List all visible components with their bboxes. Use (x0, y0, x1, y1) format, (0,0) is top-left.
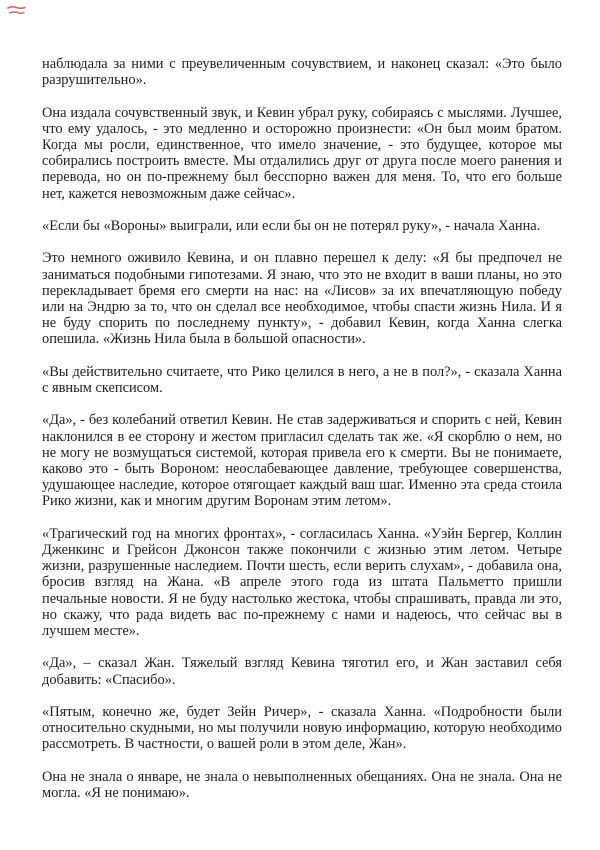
paragraph: Она не знала о январе, не знала о невыполненных обещаниях. Она не знала. Она не могла. «Я не понимаю». (42, 768, 562, 801)
paragraph: «Трагический год на многих фронтах», - согласилась Ханна. «Уэйн Бергер, Коллин Дженкинс и Грейсон Джонсон также покончили с жизнью этим летом. Четыре жизни, разрушенные наследием. Почти шесть, если верить слухам», - добавила она, бросив взгляд на Жана. «В апреле этого года из штата Пальметто пришли печальные новости. Я не буду настолько жестока, чтобы спрашивать, правда ли это, но скажу, что рада видеть вас по-прежнему с нами и надеюсь, что сейчас вы в лучшем месте». (42, 525, 562, 640)
paragraph: Это немного оживило Кевина, и он плавно перешел к делу: «Я бы предпочел не заниматься подобными гипотезами. Я знаю, что это не входит в ваши планы, но это перекладывает бремя его смерти на нас: на «Лисов» за их впечатляющую победу или на Эндрю за то, что он сделал все необходимое, чтобы спасти жизнь Нила. И я не буду спорить по последнему пункту», - добавил Кевин, когда Ханна слегка опешила. «Жизнь Нила была в большой опасности». (42, 250, 562, 348)
paragraph: «Пятым, конечно же, будет Зейн Ричер», - сказала Ханна. «Подробности были относительно скудными, но мы получили новую информацию, которую необходимо рассмотреть. В частности, о вашей роли в этом деле, Жан». (42, 704, 562, 753)
paragraph: «Если бы «Вороны» выиграли, или если бы он не потерял руку», - начала Ханна. (42, 218, 541, 234)
paragraph: «Да», - без колебаний ответил Кевин. Не став задерживаться и спорить с ней, Кевин наклонился в ее сторону и жестом пригласил сделать так же. «Я скорблю о нем, но не могу не возмущаться системой, которая привела его к смерти. Вы не понимаете, каково это - быть Вороном: неослабевающее давление, требующее совершенства, удушающее наследие, которое отягощает каждый ваш шаг. Именно эта среда стоила Рико жизни, как и многим другим Воронам этим летом». (42, 412, 562, 510)
paragraph: «Да», – сказал Жан. Тяжелый взгляд Кевина тяготил его, и Жан заставил себя добавить: «Спасибо». (42, 655, 562, 688)
paragraph: «Вы действительно считаете, что Рико целился в него, а не в пол?», - сказала Ханна с явным скепсисом. (42, 363, 562, 396)
paragraph: Она издала сочувственный звук, и Кевин убрал руку, собираясь с мыслями. Лучшее, что ему удалось, - это медленно и осторожно произнести: «Он был моим братом. Когда мы росли, единственное, что имело значение, - это будущее, которое мы собирались построить вместе. Мы отдалились друг от друга после моего ранения и перевода, но он по-прежнему был бесспорно важен для меня. То, что его больше нет, кажется невозможным даже сейчас». (42, 104, 562, 202)
paragraph: наблюдала за ними с преувеличенным сочувствием, и наконец сказал: «Это было разрушительно». (42, 56, 562, 89)
red-scribble-icon (6, 4, 28, 17)
page-text-block (42, 56, 562, 801)
